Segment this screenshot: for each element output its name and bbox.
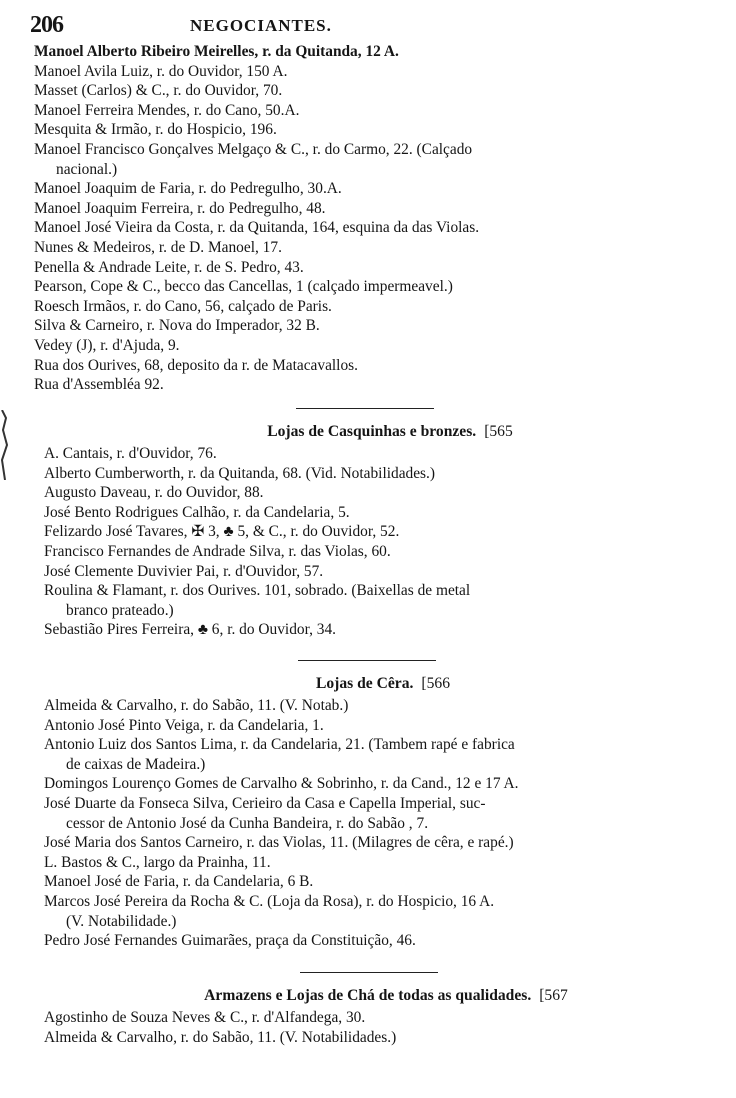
section-heading: [0, 984, 736, 1008]
directory-entry: Manoel Joaquim Ferreira, r. do Pedregulho, 48.: [34, 199, 326, 217]
section-entries: [0, 444, 736, 640]
directory-entry: Nunes & Medeiros, r. de D. Manoel, 17.: [34, 238, 282, 256]
directory-entry: Penella & Andrade Leite, r. de S. Pedro, 43.: [34, 258, 304, 276]
section-number: [566: [421, 675, 451, 692]
section-cha: [0, 984, 736, 1047]
section-rule: [296, 408, 434, 409]
entry-continuation: (V. Notabilidade.): [66, 912, 177, 930]
section-title: Lojas de Cêra.: [315, 675, 414, 692]
directory-entry: Augusto Daveau, r. do Ouvidor, 88.: [44, 484, 264, 502]
directory-entry: Rua d'Assembléa 92.: [34, 376, 164, 394]
section-number: [567: [539, 987, 568, 1004]
directory-entry: Francisco Fernandes de Andrade Silva, r. das Violas, 60.: [44, 542, 391, 560]
directory-entry: Vedey (J), r. d'Ajuda, 9.: [34, 336, 180, 354]
directory-entry: Masset (Carlos) & C., r. do Ouvidor, 70.: [34, 82, 283, 100]
section-rule: [300, 972, 438, 973]
directory-entry: Mesquita & Irmão, r. do Hospicio, 196.: [34, 121, 277, 139]
entry-continuation: de caixas de Madeira.): [66, 755, 206, 773]
directory-entry: Roulina & Flamant, r. dos Ourives. 101, sobrado. (Baixellas de metal: [44, 582, 471, 600]
section-entries: [0, 696, 736, 951]
directory-entry: José Duarte da Fonseca Silva, Cerieiro da Casa e Capella Imperial, suc-: [44, 794, 486, 812]
directory-entry: Silva & Carneiro, r. Nova do Imperador, 32 B.: [34, 317, 320, 335]
entry-continuation: cessor de Antonio José da Cunha Bandeira, r. do Sabão , 7.: [66, 814, 429, 832]
directory-entry: Manoel José Vieira da Costa, r. da Quitanda, 164, esquina da das Violas.: [34, 219, 480, 237]
directory-entry: Manoel Alberto Ribeiro Meirelles, r. da Quitanda, 12 A.: [34, 43, 399, 60]
directory-entry: Agostinho de Souza Neves & C., r. d'Alfandega, 30.: [44, 1009, 366, 1026]
section-number: [565: [484, 423, 513, 440]
directory-entry: Manoel Joaquim de Faria, r. do Pedregulho, 30.A.: [34, 180, 342, 198]
section-rule: [298, 660, 436, 661]
directory-entry: Antonio Luiz dos Santos Lima, r. da Candelaria, 21. (Tambem rapé e fabrica: [44, 736, 515, 754]
directory-entry: Almeida & Carvalho, r. do Sabão, 11. (V. Notabilidades.): [44, 1028, 397, 1046]
running-head: NEGOCIANTES.: [190, 16, 332, 35]
section-title: Lojas de Casquinhas e bronzes.: [267, 423, 477, 440]
directory-entry: Pearson, Cope & C., becco das Cancellas, 1 (calçado impermeavel.): [34, 278, 453, 296]
directory-entry: Almeida & Carvalho, r. do Sabão, 11. (V. Notab.): [44, 697, 349, 714]
entry-continuation: branco prateado.): [66, 601, 174, 619]
section-heading: [0, 420, 736, 444]
section-cera: [0, 672, 736, 951]
directory-entry: Felizardo José Tavares, ✠ 3, ♣ 5, & C., r. do Ouvidor, 52.: [44, 523, 400, 541]
directory-entry: José Bento Rodrigues Calhão, r. da Candelaria, 5.: [44, 503, 350, 521]
section-entries: [0, 1008, 736, 1047]
directory-entry: Marcos José Pereira da Rocha & C. (Loja da Rosa), r. do Hospicio, 16 A.: [44, 892, 495, 910]
directory-entry: José Clemente Duvivier Pai, r. d'Ouvidor, 57.: [44, 562, 324, 580]
directory-entry: Pedro José Fernandes Guimarães, praça da Constituição, 46.: [44, 932, 416, 950]
page-header: [30, 12, 710, 42]
directory-entry: Antonio José Pinto Veiga, r. da Candelaria, 1.: [44, 716, 324, 734]
section-heading: [0, 672, 736, 696]
page-number: 206: [30, 12, 63, 38]
directory-entry: Sebastião Pires Ferreira, ♣ 6, r. do Ouvidor, 34.: [44, 621, 337, 639]
directory-entry: A. Cantais, r. d'Ouvidor, 76.: [44, 445, 217, 462]
entry-continuation: nacional.): [56, 160, 118, 178]
directory-entry: Manoel Francisco Gonçalves Melgaço & C., r. do Carmo, 22. (Calçado: [34, 140, 473, 158]
directory-entry: Rua dos Ourives, 68, deposito da r. de Matacavallos.: [34, 356, 358, 374]
section-title: Armazens e Lojas de Chá de todas as qualidades.: [204, 987, 532, 1004]
section-casquinhas: [0, 420, 736, 640]
directory-entry: L. Bastos & C., largo da Prainha, 11.: [44, 853, 271, 871]
directory-entry: Manoel Ferreira Mendes, r. do Cano, 50.A.: [34, 101, 300, 119]
merchant-list: [0, 42, 736, 395]
directory-entry: Manoel José de Faria, r. da Candelaria, 6 B.: [44, 873, 314, 891]
directory-entry: Manoel Avila Luiz, r. do Ouvidor, 150 A.: [34, 62, 288, 80]
directory-entry: Alberto Cumberworth, r. da Quitanda, 68. (Vid. Notabilidades.): [44, 464, 436, 482]
directory-entry: José Maria dos Santos Carneiro, r. das Violas, 11. (Milagres de cêra, e rapé.): [44, 834, 514, 852]
directory-entry: Domingos Lourenço Gomes de Carvalho & Sobrinho, r. da Cand., 12 e 17 A.: [44, 775, 519, 793]
directory-entry: Roesch Irmãos, r. do Cano, 56, calçado de Paris.: [34, 297, 332, 315]
